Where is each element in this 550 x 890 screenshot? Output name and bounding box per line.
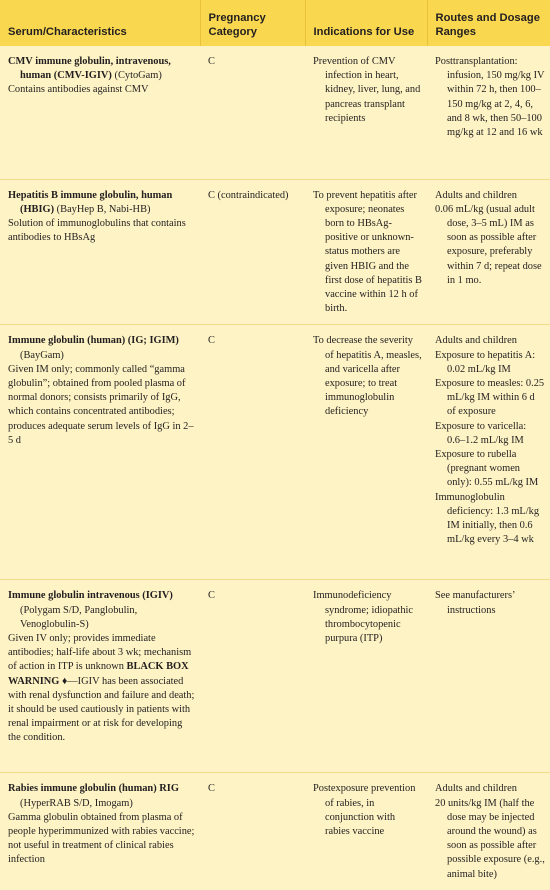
- serum-cell: [0, 179, 200, 325]
- pregnancy-category: C: [200, 325, 305, 580]
- serum-description: Contains antibodies against CMV: [8, 84, 149, 96]
- dosage-cell: [427, 46, 550, 179]
- header-row: [0, 0, 550, 46]
- serum-name: Immune globulin intravenous (IGIV): [8, 590, 173, 602]
- dosage-line: Adults and children: [435, 335, 517, 347]
- dosage-cell: [427, 325, 550, 580]
- dosage-cell: [427, 773, 550, 890]
- header-pregnancy: Pregnancy Category: [200, 0, 305, 46]
- dosage-cell: [427, 179, 550, 325]
- pregnancy-category: C: [208, 56, 215, 67]
- serum-name: Immune globulin (human) (IG; IGIM): [8, 335, 179, 347]
- serum-name: Rabies immune globulin (human) RIG: [8, 783, 179, 795]
- serum-cell: [0, 580, 200, 773]
- dosage-line: Immunoglobulin deficiency: 1.3 mL/kg IM initially, then 0.6 mL/kg every 3–4 wk: [435, 491, 540, 546]
- indication-cell: Immunodeficiency syndrome; idiopathic thrombocytopenic purpura (ITP): [305, 580, 427, 773]
- serum-cell: [0, 773, 200, 890]
- serum-description: Gamma globulin obtained from plasma of people hyperimmunized with rabies vaccine; not useful in treatment of clinical rabies infection: [8, 811, 195, 866]
- pregnancy-category: C: [200, 773, 305, 890]
- serum-cell: [0, 325, 200, 580]
- brand-names: (CytoGam): [114, 70, 162, 82]
- dosage-line: Exposure to measles: 0.25 mL/kg IM within 6 d of exposure: [435, 377, 545, 418]
- indication-cell: To decrease the severity of hepatitis A, measles, and varicella after exposure; to treat immunoglobulin deficiency: [305, 325, 427, 580]
- indication-cell: Prevention of CMV infection in heart, kidney, liver, lung, and pancreas transplant recipients: [313, 56, 421, 124]
- dosage-line: Adults and children: [435, 783, 517, 795]
- serum-description: Given IM only; commonly called “gamma globulin”; obtained from pooled plasma of normal donors; consists primarily of IgG, which contains concentrated antibodies; produces adequate serum levels of IgG in 2–5 d: [8, 363, 194, 446]
- dosage-line: Posttransplantation: infusion, 150 mg/kg IV within 72 h, then 100–150 mg/kg at 2, 4, 6, and 8 wk, then 50–100 mg/kg at 12 and 16 wk: [435, 56, 545, 139]
- dosage-cell: [427, 580, 550, 773]
- table-row: [0, 325, 550, 580]
- serum-name: Hepatitis B immune globulin, human (HBIG): [8, 189, 173, 215]
- dosage-line: Exposure to rubella (pregnant women only): 0.55 mL/kg IM: [435, 448, 539, 489]
- pregnancy-category: C (contraindicated): [200, 179, 305, 325]
- brand-names: (BayHep B, Nabi-HB): [56, 203, 151, 215]
- dosage-line: Adults and children: [435, 189, 517, 201]
- header-indications: Indications for Use: [305, 0, 427, 46]
- serum-name: CMV immune globulin, intravenous, human (CMV-IGIV): [8, 56, 171, 82]
- brand-names: (BayGam): [20, 349, 64, 361]
- black-box-warning-label: BLACK BOX WARNING ♦: [8, 661, 189, 687]
- dosage-line: Exposure to hepatitis A: 0.02 mL/kg IM: [435, 349, 536, 375]
- pregnancy-category: C: [200, 580, 305, 773]
- table-row: [0, 773, 550, 890]
- brand-names: (HyperRAB S/D, Imogam): [20, 797, 133, 809]
- indication-cell: To prevent hepatitis after exposure; neonates born to HBsAg-positive or unknown-status mothers are given HBIG and the first dose of hepatitis B vaccine within 12 h of birth.: [305, 179, 427, 325]
- header-serum: Serum/Characteristics: [0, 0, 200, 46]
- table-row: [0, 46, 550, 179]
- serum-cell: [0, 46, 200, 179]
- header-dosage: Routes and Dosage Ranges: [427, 0, 550, 46]
- dosage-line: See manufacturers’ instructions: [435, 590, 515, 616]
- table-row: [0, 580, 550, 773]
- dosage-line: 0.06 mL/kg (usual adult dose, 3–5 mL) IM as soon as possible after exposure, preferably within 7 d; repeat dose in 1 mo.: [435, 203, 542, 286]
- serum-description: Given IV only; provides immediate antibodies; half-life about 3 wk; mechanism of action in ITP is unknown: [8, 632, 192, 673]
- black-box-warning-text: —IGIV has been associated with renal dysfunction and failure and death; it should be used cautiously in patients with renal impairment or at risk for developing the condition.: [8, 675, 195, 744]
- dosage-line: 20 units/kg IM (half the dose may be injected around the wound) as soon as possible after possible exposure (e.g., animal bite): [435, 797, 545, 880]
- dosage-line: Exposure to varicella: 0.6–1.2 mL/kg IM: [435, 420, 527, 446]
- table-row: [0, 179, 550, 325]
- brand-names: (Polygam S/D, Panglobulin, Venoglobulin-S): [20, 604, 138, 630]
- serum-description: Solution of immunoglobulins that contains antibodies to HBsAg: [8, 217, 186, 244]
- indication-cell: Postexposure prevention of rabies, in conjunction with rabies vaccine: [305, 773, 427, 890]
